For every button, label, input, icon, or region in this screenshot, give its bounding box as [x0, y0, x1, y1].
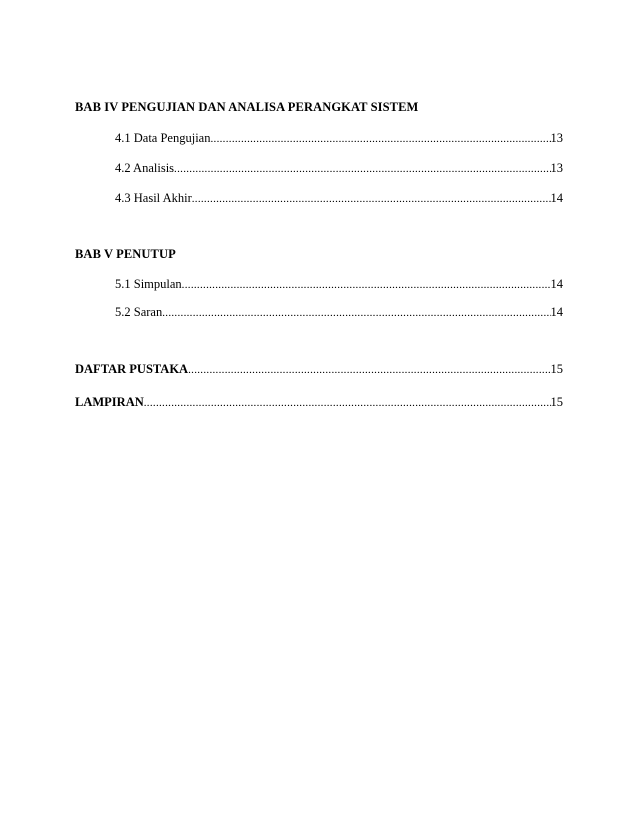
toc-page-number: 15 — [550, 395, 563, 409]
dot-leader — [182, 279, 551, 291]
toc-page-number: 14 — [550, 191, 563, 205]
toc-page-number: 15 — [550, 362, 563, 376]
chapter-heading-bab-v: BAB V PENUTUP — [75, 247, 176, 261]
toc-page-number: 14 — [550, 305, 563, 319]
toc-entry-daftar-pustaka[interactable] — [75, 362, 563, 377]
toc-entry-label: 4.1 Data Pengujian — [115, 131, 211, 145]
toc-page-number: 13 — [550, 131, 563, 145]
dot-leader — [174, 163, 550, 175]
toc-entry-label: 5.2 Saran — [115, 305, 163, 319]
toc-entry-label: DAFTAR PUSTAKA — [75, 362, 189, 376]
toc-page-number: 14 — [550, 277, 563, 291]
toc-entry-label: LAMPIRAN — [75, 395, 144, 409]
toc-entry-4-1[interactable] — [115, 131, 563, 146]
dot-leader — [144, 397, 551, 409]
dot-leader — [210, 133, 550, 145]
dot-leader — [192, 193, 551, 205]
toc-entry-label: 4.2 Analisis — [115, 161, 175, 175]
toc-entry-5-2[interactable] — [115, 305, 563, 320]
toc-entry-label: 5.1 Simpulan — [115, 277, 182, 291]
toc-entry-4-2[interactable] — [115, 161, 563, 176]
toc-entry-4-3[interactable] — [115, 191, 563, 206]
toc-entry-label: 4.3 Hasil Akhir — [115, 191, 192, 205]
dot-leader — [162, 307, 550, 319]
toc-entry-5-1[interactable] — [115, 277, 563, 292]
dot-leader — [188, 364, 550, 376]
chapter-heading-bab-iv: BAB IV PENGUJIAN DAN ANALISA PERANGKAT SISTEM — [75, 100, 419, 114]
toc-entry-lampiran[interactable] — [75, 395, 563, 410]
toc-page-number: 13 — [550, 161, 563, 175]
